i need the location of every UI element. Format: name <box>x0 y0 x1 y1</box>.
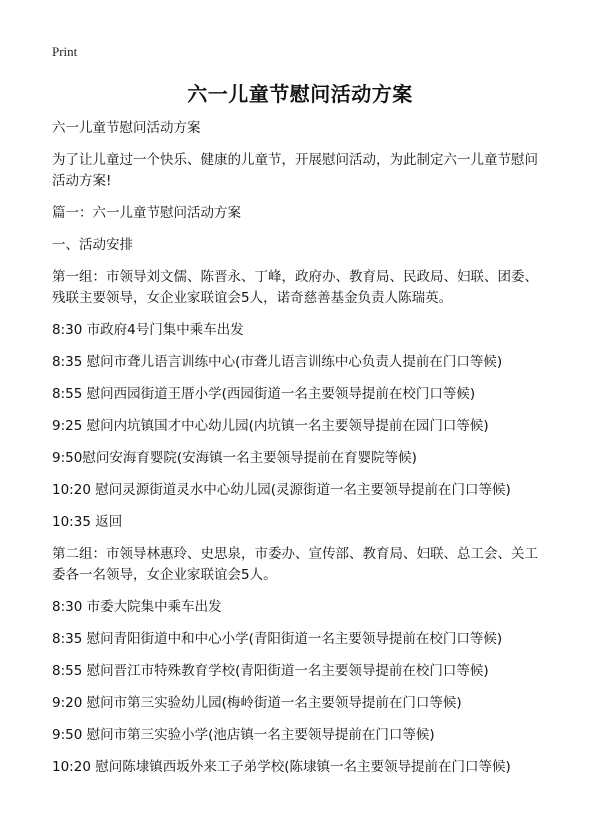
schedule-item: 9:50慰问安海育婴院(安海镇一名主要领导提前在育婴院等候) <box>52 450 417 466</box>
document-body <box>52 118 548 789</box>
subtitle-paragraph: 六一儿童节慰问活动方案 <box>52 120 201 136</box>
group-two-paragraph: 第二组：市领导林惠玲、史思泉，市委办、宣传部、教育局、妇联、总工会、关工委各一名领导，女企业家联谊会5人。 <box>52 546 538 583</box>
schedule-item: 8:30 市委大院集中乘车出发 <box>52 599 222 615</box>
schedule-item: 10:20 慰问灵源街道灵水中心幼儿园(灵源街道一名主要领导提前在门口等候) <box>52 482 511 498</box>
document-title: 六一儿童节慰问活动方案 <box>187 82 413 106</box>
schedule-item: 8:35 慰问市聋儿语言训练中心(市聋儿语言训练中心负责人提前在门口等候) <box>52 354 503 370</box>
intro-paragraph: 为了让儿童过一个快乐、健康的儿童节，开展慰问活动，为此制定六一儿童节慰问活动方案! <box>52 152 538 189</box>
schedule-item: 9:25 慰问内坑镇国才中心幼儿园(内坑镇一名主要领导提前在园门口等候) <box>52 418 489 434</box>
schedule-item: 8:55 慰问西园街道王厝小学(西园街道一名主要领导提前在校门口等候) <box>52 386 476 402</box>
schedule-item: 10:35 返回 <box>52 514 123 530</box>
subsection-heading: 一、活动安排 <box>52 237 133 253</box>
schedule-item: 8:35 慰问青阳街道中和中心小学(青阳街道一名主要领导提前在校门口等候) <box>52 631 503 647</box>
schedule-item: 9:50 慰问市第三实验小学(池店镇一名主要领导提前在门口等候) <box>52 727 435 743</box>
group-one-paragraph: 第一组：市领导刘文儒、陈晋永、丁峰，政府办、教育局、民政局、妇联、团委、残联主要领导，女企业家联谊会5人，诺奇慈善基金负责人陈瑞英。 <box>52 269 538 306</box>
schedule-item: 9:20 慰问市第三实验幼儿园(梅岭街道一名主要领导提前在门口等候) <box>52 695 462 711</box>
schedule-item: 8:55 慰问晋江市特殊教育学校(青阳街道一名主要领导提前在校门口等候) <box>52 663 489 679</box>
print-link[interactable]: Print <box>52 44 78 59</box>
schedule-item: 8:30 市政府4号门集中乘车出发 <box>52 322 244 338</box>
section-heading: 篇一：六一儿童节慰问活动方案 <box>52 205 241 221</box>
schedule-item: 10:20 慰问陈埭镇西坂外来工子弟学校(陈埭镇一名主要领导提前在门口等候) <box>52 759 511 775</box>
